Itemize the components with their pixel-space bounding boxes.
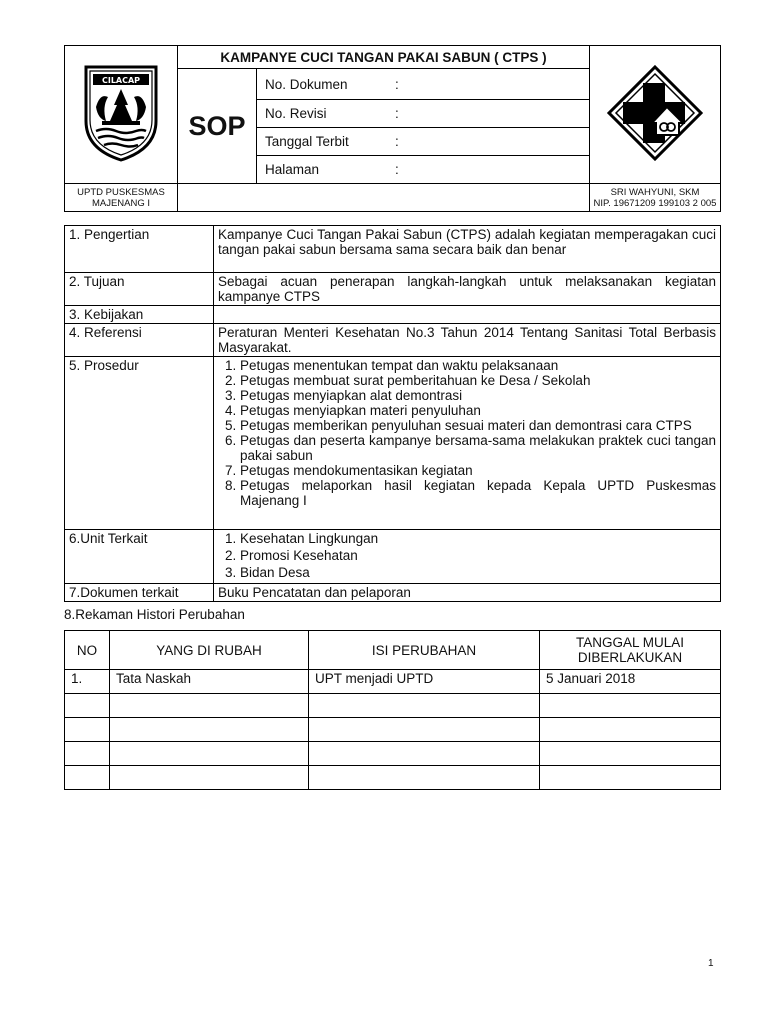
signer-nip: NIP. 19671209 199103 2 005 [593, 197, 717, 209]
section-label: 2. Tujuan [65, 273, 214, 306]
table-cell [65, 694, 110, 718]
section-label: 1. Pengertian [65, 226, 214, 273]
list-item: 3. Bidan Desa [240, 565, 716, 580]
empty-middle-cell [178, 184, 590, 212]
section-tujuan [65, 273, 721, 306]
list-item: 1. Kesehatan Lingkungan [240, 531, 716, 546]
table-cell [540, 742, 721, 766]
section-label: 6.Unit Terkait [65, 530, 214, 584]
svg-text:CILACAP: CILACAP [101, 76, 141, 85]
section-dokumen-terkait [65, 584, 721, 602]
table-cell [110, 742, 309, 766]
table-cell: 1. [65, 670, 110, 694]
section-label: 5. Prosedur [65, 357, 214, 530]
org-line-1: UPTD PUSKESMAS [77, 186, 165, 198]
cilacap-coat-of-arms-icon [82, 63, 160, 163]
column-header: ISI PERUBAHAN [309, 631, 540, 670]
section-referensi [65, 324, 721, 357]
table-cell [540, 766, 721, 790]
table-row [65, 670, 721, 694]
section-pengertian [65, 226, 721, 273]
section-label: 7.Dokumen terkait [65, 584, 214, 602]
list-item: 5. Petugas memberikan penyuluhan sesuai materi dan demontrasi cara CTPS [240, 418, 716, 433]
list-item: 3. Petugas menyiapkan alat demontrasi [240, 388, 716, 403]
related-units [214, 530, 721, 584]
section-prosedur [65, 357, 721, 530]
list-item: 4. Petugas menyiapkan materi penyuluhan [240, 403, 716, 418]
signer-info [590, 184, 721, 212]
section-unit-terkait [65, 530, 721, 584]
field-no-dokumen-label: No. Dokumen [257, 69, 396, 100]
list-item: 1. Petugas menentukan tempat dan waktu pelaksanaan [240, 358, 716, 373]
field-tanggal-terbit-value: : [395, 128, 590, 156]
table-cell [540, 694, 721, 718]
document-title: KAMPANYE CUCI TANGAN PAKAI SABUN ( CTPS ) [178, 46, 590, 69]
table-cell [65, 766, 110, 790]
table-cell: 5 Januari 2018 [540, 670, 721, 694]
organization-name [65, 184, 178, 212]
health-badge-cell [590, 46, 721, 184]
section-text: Peraturan Menteri Kesehatan No.3 Tahun 2014 Tentang Sanitasi Total Berbasis Masyarakat. [214, 324, 721, 357]
field-no-revisi-value: : [395, 100, 590, 128]
table-cell [309, 766, 540, 790]
puskesmas-emblem-icon [607, 65, 703, 161]
field-no-dokumen-value: : [395, 69, 590, 100]
signer-name: SRI WAHYUNI, SKM [610, 186, 700, 198]
table-cell [110, 718, 309, 742]
field-no-revisi-label: No. Revisi [257, 100, 396, 128]
history-table [64, 630, 721, 790]
section-text: Kampanye Cuci Tangan Pakai Sabun (CTPS) adalah kegiatan memperagakan cuci tangan pakai sabun bersama sama secara baik dan benar [214, 226, 721, 273]
table-cell [309, 742, 540, 766]
field-tanggal-terbit-label: Tanggal Terbit [257, 128, 396, 156]
table-cell [110, 694, 309, 718]
table-cell [65, 718, 110, 742]
table-cell [540, 718, 721, 742]
sop-header-table [64, 45, 721, 212]
column-header: YANG DI RUBAH [110, 631, 309, 670]
table-cell [309, 718, 540, 742]
field-halaman-label: Halaman [257, 156, 396, 184]
cilacap-logo-cell [65, 46, 178, 184]
list-item: 2. Promosi Kesehatan [240, 548, 716, 563]
table-header-row [65, 631, 721, 670]
table-row [65, 718, 721, 742]
procedure-steps [214, 357, 721, 530]
page-number: 1 [708, 958, 714, 969]
field-halaman-value: : [395, 156, 590, 184]
table-row [65, 766, 721, 790]
table-row [65, 694, 721, 718]
section-text: Sebagai acuan penerapan langkah-langkah untuk melaksanakan kegiatan kampanye CTPS [214, 273, 721, 306]
history-title: 8.Rekaman Histori Perubahan [64, 607, 245, 622]
section-text [214, 306, 721, 324]
table-cell [110, 766, 309, 790]
column-header: TANGGAL MULAI DIBERLAKUKAN [540, 631, 721, 670]
section-label: 4. Referensi [65, 324, 214, 357]
list-item: 2. Petugas membuat surat pemberitahuan ke Desa / Sekolah [240, 373, 716, 388]
table-cell [65, 742, 110, 766]
table-cell: Tata Naskah [110, 670, 309, 694]
list-item: 7. Petugas mendokumentasikan kegiatan [240, 463, 716, 478]
org-line-2: MAJENANG I [91, 197, 151, 209]
list-item: 6. Petugas dan peserta kampanye bersama-sama melakukan praktek cuci tangan pakai sabun [240, 433, 716, 463]
table-cell [309, 694, 540, 718]
section-text: Buku Pencatatan dan pelaporan [214, 584, 721, 602]
table-row [65, 742, 721, 766]
table-cell: UPT menjadi UPTD [309, 670, 540, 694]
list-item: 8. Petugas melaporkan hasil kegiatan kepada Kepala UPTD Puskesmas Majenang I [240, 478, 716, 508]
section-label: 3. Kebijakan [65, 306, 214, 324]
section-kebijakan [65, 306, 721, 324]
sop-content-table [64, 225, 721, 602]
sop-label: SOP [178, 69, 257, 184]
column-header: NO [65, 631, 110, 670]
